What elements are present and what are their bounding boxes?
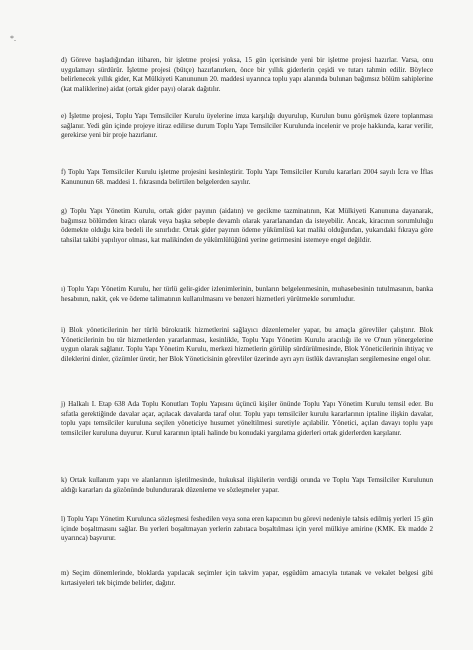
paragraph-d: d) Göreve başladığından itibaren, bir işletme projesi yoksa, 15 gün içerisinde yeni bir işletme projesi hazırlar. Varsa, onu uygulamayı sürdürür. İşletme projesi (bütçe) hazırlanırken, önce bir yıllık giderlerin çeşidi ve tutarı tahmin edilir. Böylece belirlenecek yıllık gider, Kat Mülkiyeti Kanununun 20. maddesi uyarınca toplu yapı alanında bulunan bağımsız bölüm sahiplerine (kat maliklerine) aidat (ortak gider payı) olarak dağıtılır.: [61, 56, 433, 93]
paragraph-j: j) Halkalı I. Etap 638 Ada Toplu Konutları Toplu Yapısını üçüncü kişiler önünde Toplu Yapı Yönetim Kurulu temsil eder. Bu sıfatla gerektiğinde davalar açar, açılacak davalarda taraf olur. Toplu yapı temsilciler kurulu kararlarının iptaline ilişkin davalar, toplu yapı temsilciler kuruluna seçilen yöneticiye husumet yöneltilmesi suretiyle açılabilir. Yönetici, açılan davayı toplu yapı temsilciler kuruluna duyurur. Kurul kararının iptali halinde bu konudaki yargılama giderleri ortak giderlerden karşılanır.: [61, 400, 433, 437]
paragraph-k: k) Ortak kullanım yapı ve alanlarının işletilmesinde, hukuksal ilişkilerin verdiği orunda ve Toplu Yapı Temsilciler Kurulunun aldığı kararları da gözönünde bulundurarak düzenleme ve sözleşmeler yapar.: [61, 476, 433, 494]
paragraph-h: ı) Toplu Yapı Yönetim Kurulu, her türlü gelir-gider izlenimlerinin, bunların belgelenmesinin, muhasebesinin tutulmasının, banka hesabının, nakit, çek ve ödeme talimatının kullanılmasını ve benzeri hizmetleri yürütmekle sorumludur.: [61, 285, 433, 303]
paragraph-l: l) Toplu Yapı Yönetim Kurulunca sözleşmesi feshedilen veya sona eren kapıcının bu görevi nedeniyle tahsis edilmiş yerleri 15 gün içinde boşaltmasını sağlar. Bu yerleri boşaltmayan yerlerin zabıtaca boşaltılması için yerel mülkiye amirine (KMK. Ek madde 2 uyarınca) başvurur.: [61, 515, 433, 542]
paragraph-m: m) Seçim dönemlerinde, bloklarda yapılacak seçimler için takvim yapar, eşgüdüm amacıyla tutanak ve vekalet belgesi gibi kırtasiyeleri tek biçimde belirler, dağıtır.: [61, 569, 433, 587]
paragraph-e: e) İşletme projesi, Toplu Yapı Temsilciler Kurulu üyelerine imza karşılığı duyurulup, Kurulun bunu görüşmek üzere toplanması sağlanır. Yedi gün içinde projeye itiraz edilirse durum Toplu Yapı Temsilciler Kurulunda incelenir ve proje hakkında, karar verilir, gerekirse yeni bir proje hazırlanır.: [61, 112, 433, 139]
paragraph-i: i) Blok yöneticilerinin her türlü bürokratik hizmetlerini sağlayıcı düzenlemeler yapar, bu amaçla görevliler çalıştırır. Blok Yöneticilerinin bu tür hizmetlerden yararlanması, kesinlikle, Toplu Yapı Yönetim Kurulu aracılığı ile ve O'nun yönergelerine uygun olarak sağlanır. Toplu Yapı Yönetim Kurulu, merkezi hizmetlerin görülüp sürdürülmesinde, Blok Yöneticilerinin ihtiyaç ve dileklerini dinler, çözümler üretir, her Blok Yöneticisinin görevliler üzerinde ayrı ayrı üstlük davranışları sergilemesine engel olur.: [61, 326, 433, 363]
paragraph-f: f) Toplu Yapı Temsilciler Kurulu işletme projesini kesinleştirir. Toplu Yapı Temsilciler Kurulu kararları 2004 sayılı İcra ve İflas Kanununun 68. maddesi 1. fıkrasında belirtilen belgelerden sayılır.: [61, 168, 433, 186]
paragraph-g: g) Toplu Yapı Yönetim Kurulu, ortak gider payının (aidatın) ve gecikme tazminatının, Kat Mülkiyeti Kanununa dayanarak, bağımsız bölümden kiracı olarak veya başka sebeple devamlı olarak yararlanandan da isteyebilir. Ancak, kiracının sorumluluğu ödemekte olduğu kira bedeli ile sınırlıdır. Ortak gider payının ödeme yükümlüsü kat maliki olduğundan, yukarıdaki fıkraya göre tahsilat takibi yapılıyor olması, kat malikinden de yükümlülüğünü yerine getirmesini istemeye engel değildir.: [61, 207, 433, 244]
page-mark: *.: [10, 34, 16, 43]
